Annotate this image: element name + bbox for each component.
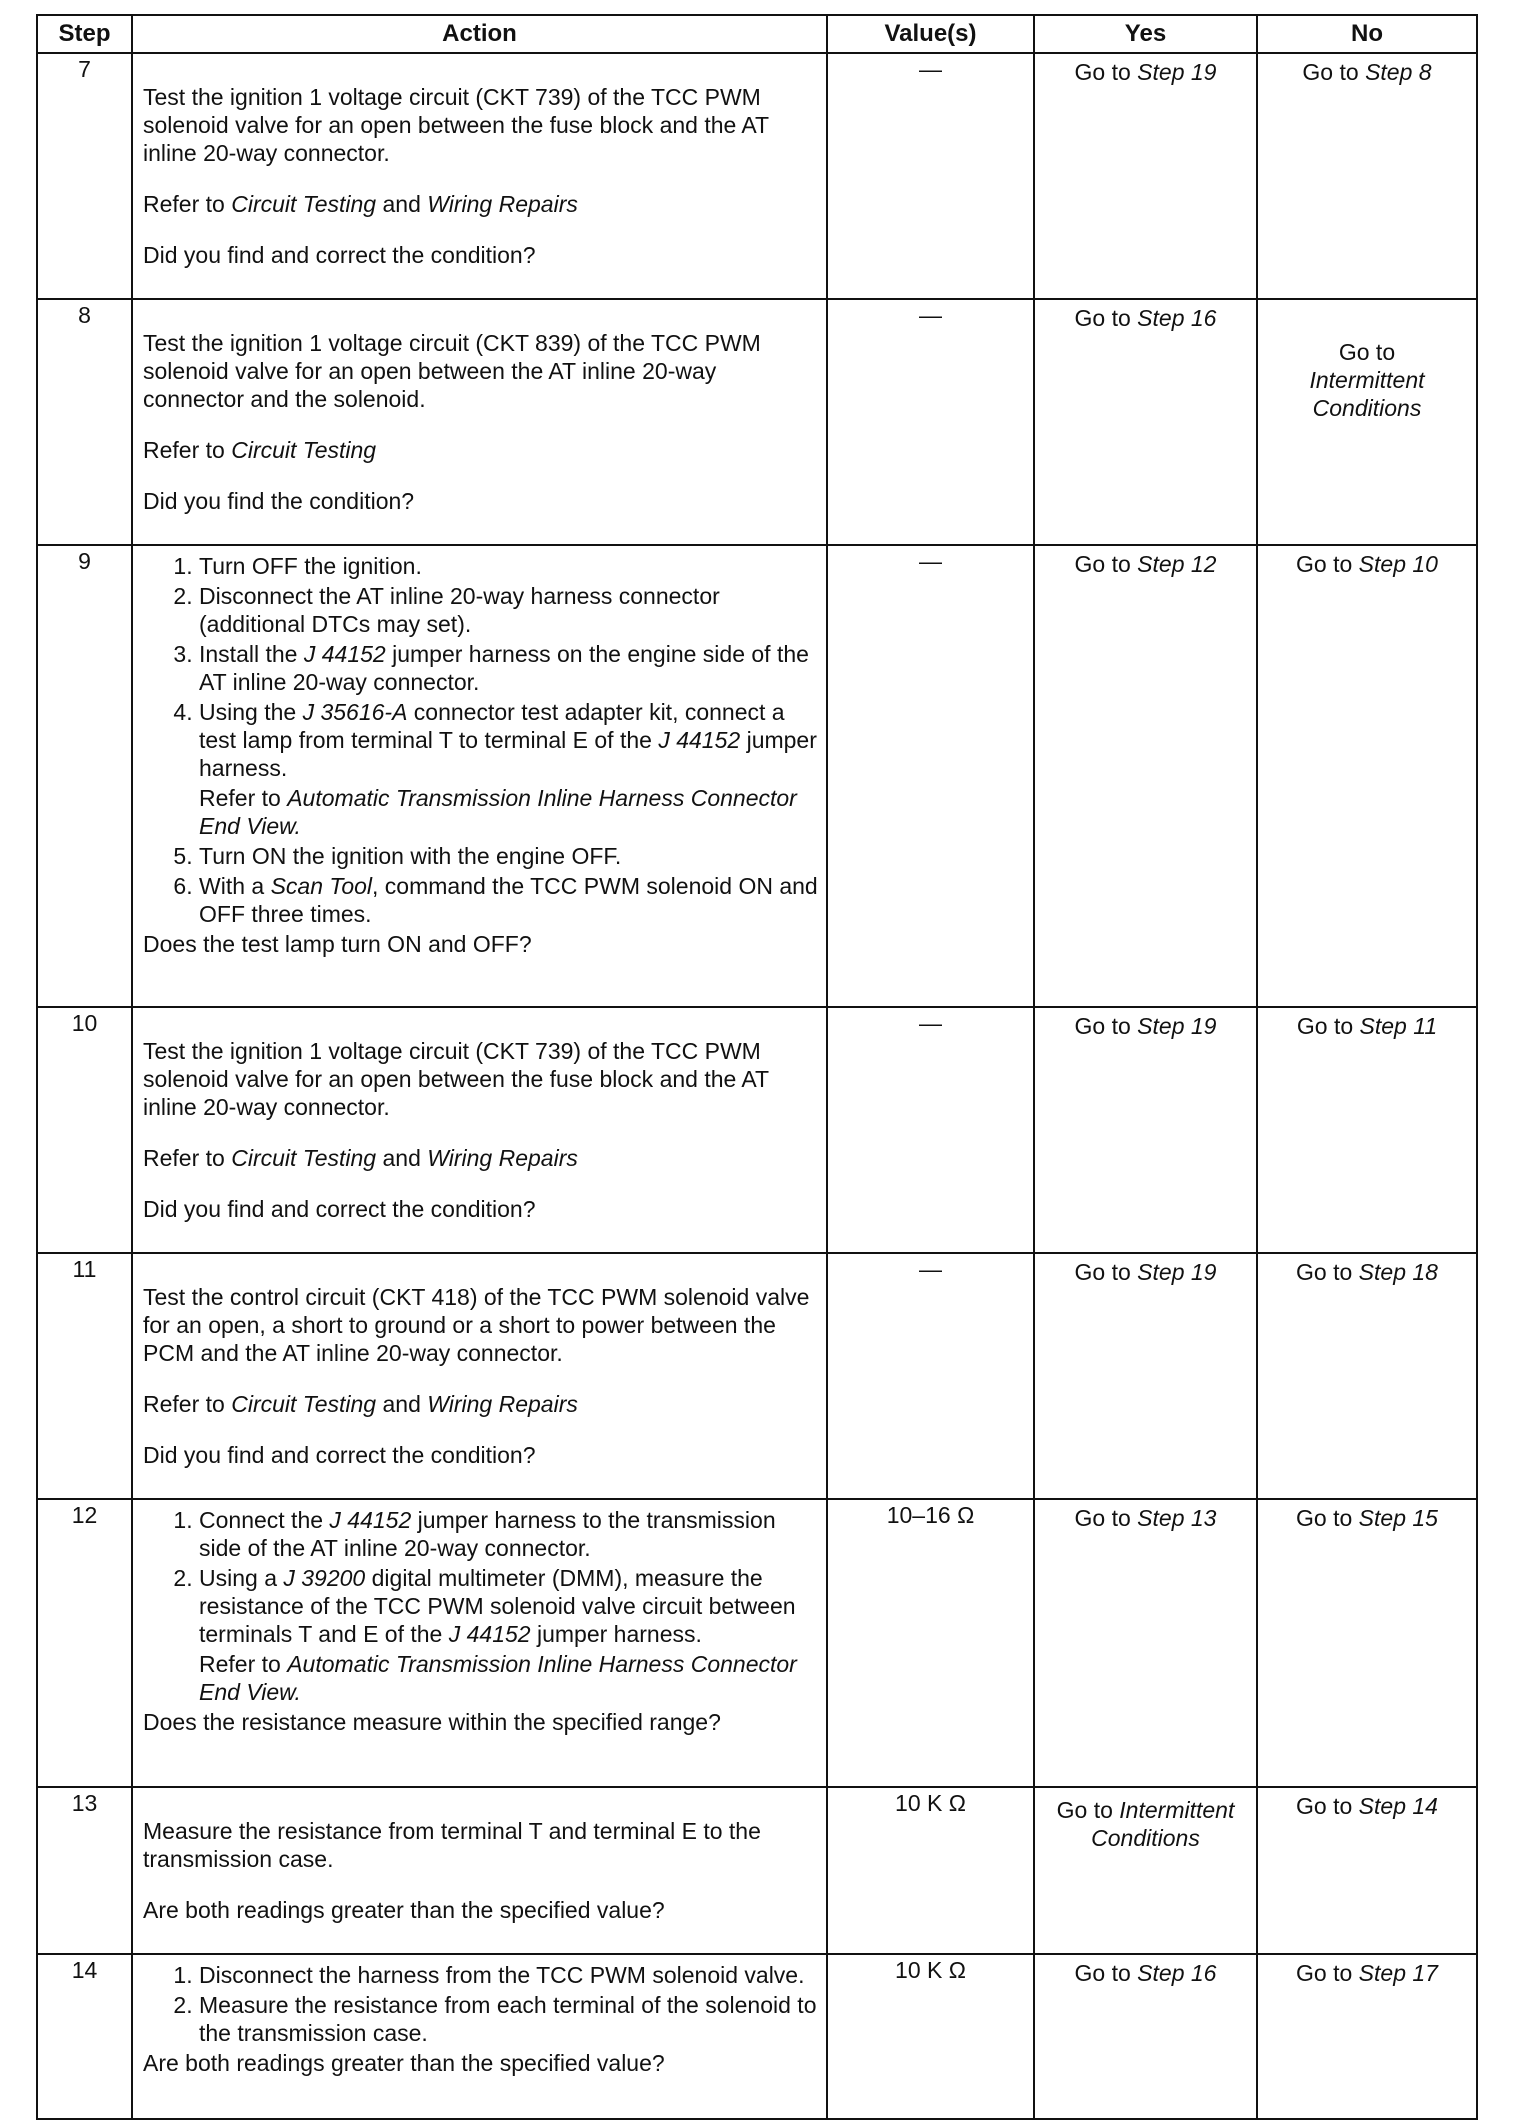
- step-number: 14: [37, 1954, 132, 2119]
- action-question: Does the test lamp turn ON and OFF?: [143, 931, 532, 957]
- action-cell: [132, 1007, 827, 1253]
- refer-link[interactable]: Automatic Transmission Inline Harness Connector End View.: [199, 1651, 797, 1705]
- list-item: [199, 1564, 818, 1706]
- header-step: Step: [37, 15, 132, 53]
- tool-name: J 44152: [329, 1507, 412, 1533]
- yes-goto-link[interactable]: Step 19: [1137, 1013, 1217, 1039]
- action-cell: [132, 1787, 827, 1954]
- header-yes: Yes: [1034, 15, 1257, 53]
- refer-prefix: Refer to: [143, 1391, 232, 1417]
- tool-name: J 44152: [658, 727, 741, 753]
- no-goto-link[interactable]: Step 18: [1358, 1259, 1438, 1285]
- no-goto-link[interactable]: Step 17: [1358, 1960, 1438, 1986]
- refer-prefix: Refer to: [143, 191, 232, 217]
- yes-goto-link[interactable]: Step 19: [1137, 1259, 1217, 1285]
- goto-prefix: Go to: [1296, 1960, 1359, 1986]
- action-text: Test the ignition 1 voltage circuit (CKT 739) of the TCC PWM solenoid valve for an open between the fuse block and the AT inline 20-way connector.: [143, 84, 769, 166]
- no-cell: [1257, 545, 1477, 1007]
- yes-cell: [1034, 1499, 1257, 1787]
- table-row-step-13: [37, 1787, 1477, 1954]
- no-goto-link[interactable]: Step 11: [1359, 1013, 1438, 1039]
- yes-goto-link[interactable]: Step 12: [1137, 551, 1217, 577]
- value-cell: —: [827, 545, 1034, 1007]
- goto-prefix: Go to: [1056, 1797, 1120, 1823]
- action-cell: [132, 1954, 827, 2119]
- refer-link[interactable]: Wiring Repairs: [427, 1391, 578, 1417]
- value-cell: —: [827, 1253, 1034, 1499]
- refer-and: and: [376, 191, 428, 217]
- item-text: Install the: [199, 641, 304, 667]
- tool-name: J 39200: [283, 1565, 366, 1591]
- action-steps-list: [143, 1506, 818, 1706]
- yes-goto-link[interactable]: Step 16: [1137, 1960, 1217, 1986]
- table-row-step-9: [37, 545, 1477, 1007]
- action-text: Test the ignition 1 voltage circuit (CKT 839) of the TCC PWM solenoid valve for an open between the AT inline 20-way connector and the solenoid.: [143, 330, 761, 412]
- action-steps-list: [143, 552, 818, 928]
- step-number: 10: [37, 1007, 132, 1253]
- refer-line: [143, 1144, 818, 1172]
- yes-goto-link[interactable]: Intermittent Conditions: [1091, 1797, 1235, 1851]
- list-item: 2. Disconnect the AT inline 20-way harness connector (additional DTCs may set).: [199, 582, 818, 638]
- refer-link[interactable]: Wiring Repairs: [427, 191, 578, 217]
- list-item: [199, 640, 818, 696]
- tool-name: J 35616-A: [302, 699, 408, 725]
- item-text: jumper harness to the transmission side of the AT inline 20-way connector.: [199, 1507, 776, 1561]
- goto-prefix: Go to: [1074, 1013, 1138, 1039]
- refer-and: and: [376, 1145, 428, 1171]
- table-row-step-7: [37, 53, 1477, 299]
- action-cell: [132, 53, 827, 299]
- item-text: Connect the: [199, 1507, 330, 1533]
- yes-cell: [1034, 1007, 1257, 1253]
- table-row-step-14: [37, 1954, 1477, 2119]
- refer-prefix: Refer to: [143, 437, 232, 463]
- action-question: Does the resistance measure within the specified range?: [143, 1709, 721, 1735]
- yes-cell: [1034, 545, 1257, 1007]
- action-question: Did you find the condition?: [143, 488, 415, 514]
- list-item: [199, 872, 818, 928]
- refer-link[interactable]: Wiring Repairs: [427, 1145, 578, 1171]
- goto-prefix: Go to: [1296, 1505, 1359, 1531]
- action-question: Are both readings greater than the specified value?: [143, 1897, 665, 1923]
- action-question: Did you find and correct the condition?: [143, 1196, 536, 1222]
- action-cell: [132, 1253, 827, 1499]
- yes-cell: [1034, 1954, 1257, 2119]
- refer-prefix: Refer to: [143, 1145, 232, 1171]
- action-text: Measure the resistance from terminal T and terminal E to the transmission case.: [143, 1818, 761, 1872]
- item-text: jumper harness on the engine side of the AT inline 20-way connector.: [199, 641, 809, 695]
- item-text: , command the TCC PWM solenoid ON and OFF three times.: [199, 873, 818, 927]
- goto-prefix: Go to: [1296, 551, 1359, 577]
- no-goto-link[interactable]: Step 14: [1358, 1793, 1438, 1819]
- no-cell: [1257, 1787, 1477, 1954]
- refer-link[interactable]: Circuit Testing: [231, 437, 377, 463]
- goto-prefix: Go to: [1296, 1013, 1360, 1039]
- goto-prefix: Go to: [1302, 59, 1366, 85]
- table-header-row: [37, 15, 1477, 53]
- goto-prefix: Go to: [1338, 339, 1396, 365]
- table-row-step-10: [37, 1007, 1477, 1253]
- no-goto-link[interactable]: Step 10: [1358, 551, 1438, 577]
- refer-link[interactable]: Circuit Testing: [231, 1391, 377, 1417]
- refer-line: [199, 1650, 818, 1706]
- table-row-step-8: [37, 299, 1477, 545]
- value-cell: —: [827, 53, 1034, 299]
- refer-link[interactable]: Automatic Transmission Inline Harness Connector End View.: [199, 785, 797, 839]
- refer-line: [199, 784, 818, 840]
- list-item: 1. Turn OFF the ignition.: [199, 552, 818, 580]
- refer-prefix: Refer to: [199, 1651, 288, 1677]
- value-cell: 10 K Ω: [827, 1954, 1034, 2119]
- list-item: 2. Measure the resistance from each terminal of the solenoid to the transmission case.: [199, 1991, 818, 2047]
- value-cell: —: [827, 1007, 1034, 1253]
- action-text: Test the ignition 1 voltage circuit (CKT 739) of the TCC PWM solenoid valve for an open between the fuse block and the AT inline 20-way connector.: [143, 1038, 769, 1120]
- item-text: Using the: [199, 699, 303, 725]
- step-number: 11: [37, 1253, 132, 1499]
- value-cell: —: [827, 299, 1034, 545]
- action-cell: [132, 299, 827, 545]
- no-goto-link[interactable]: Step 15: [1358, 1505, 1438, 1531]
- header-no: No: [1257, 15, 1477, 53]
- goto-prefix: Go to: [1074, 1505, 1138, 1531]
- yes-cell: [1034, 299, 1257, 545]
- header-action: Action: [132, 15, 827, 53]
- yes-goto-link[interactable]: Step 13: [1137, 1505, 1217, 1531]
- step-number: 9: [37, 545, 132, 1007]
- action-cell: [132, 1499, 827, 1787]
- refer-link[interactable]: Circuit Testing: [231, 1145, 377, 1171]
- list-item: [199, 1506, 818, 1562]
- value-cell: 10 K Ω: [827, 1787, 1034, 1954]
- no-cell: [1257, 1007, 1477, 1253]
- yes-cell: [1034, 1253, 1257, 1499]
- item-text: Using a: [199, 1565, 284, 1591]
- diagnostic-table-sheet: [36, 14, 1476, 2120]
- action-text: Test the control circuit (CKT 418) of the TCC PWM solenoid valve for an open, a short to ground or a short to power between the PCM and the AT inline 20-way connector.: [143, 1284, 810, 1366]
- tool-name: Scan Tool: [270, 873, 373, 899]
- refer-line: [143, 1390, 818, 1418]
- action-cell: [132, 545, 827, 1007]
- no-cell: [1257, 1954, 1477, 2119]
- goto-prefix: Go to: [1074, 305, 1138, 331]
- goto-prefix: Go to: [1296, 1259, 1359, 1285]
- step-number: 13: [37, 1787, 132, 1954]
- item-text: connector test adapter kit, connect a test lamp from terminal T to terminal E of the: [199, 699, 785, 753]
- refer-and: and: [376, 1391, 428, 1417]
- no-cell: [1257, 1253, 1477, 1499]
- no-cell: [1257, 299, 1477, 545]
- goto-prefix: Go to: [1296, 1793, 1359, 1819]
- item-text: jumper harness.: [199, 727, 817, 781]
- step-number: 12: [37, 1499, 132, 1787]
- yes-cell: [1034, 53, 1257, 299]
- goto-prefix: Go to: [1074, 551, 1138, 577]
- item-text: digital multimeter (DMM), measure the resistance of the TCC PWM solenoid valve circuit between terminals T and E of the: [199, 1565, 796, 1647]
- no-goto-link[interactable]: Step 8: [1365, 59, 1432, 85]
- yes-goto-link[interactable]: Step 16: [1137, 305, 1217, 331]
- action-question: Did you find and correct the condition?: [143, 1442, 536, 1468]
- tool-name: J 44152: [303, 641, 386, 667]
- action-question: Did you find and correct the condition?: [143, 242, 536, 268]
- yes-goto-link[interactable]: Step 19: [1137, 59, 1217, 85]
- yes-cell: [1034, 1787, 1257, 1954]
- item-text: With a: [199, 873, 271, 899]
- step-number: 8: [37, 299, 132, 545]
- action-steps-list: [143, 1961, 818, 2047]
- list-item: 1. Disconnect the harness from the TCC PWM solenoid valve.: [199, 1961, 818, 1989]
- table-row-step-11: [37, 1253, 1477, 1499]
- list-item: 5. Turn ON the ignition with the engine OFF.: [199, 842, 818, 870]
- no-cell: [1257, 1499, 1477, 1787]
- step-number: 7: [37, 53, 132, 299]
- goto-prefix: Go to: [1074, 1960, 1138, 1986]
- list-item: [199, 698, 818, 840]
- item-text: jumper harness.: [530, 1621, 702, 1647]
- refer-prefix: Refer to: [199, 785, 288, 811]
- refer-line: [143, 190, 818, 218]
- value-cell: 10–16 Ω: [827, 1499, 1034, 1787]
- header-values: Value(s): [827, 15, 1034, 53]
- action-question: Are both readings greater than the specified value?: [143, 2050, 665, 2076]
- refer-link[interactable]: Circuit Testing: [231, 191, 377, 217]
- table-row-step-12: [37, 1499, 1477, 1787]
- refer-line: [143, 436, 818, 464]
- goto-prefix: Go to: [1074, 59, 1138, 85]
- diagnostic-table: [36, 14, 1478, 2120]
- no-cell: [1257, 53, 1477, 299]
- no-goto-link[interactable]: Intermittent Conditions: [1309, 367, 1425, 421]
- goto-prefix: Go to: [1074, 1259, 1138, 1285]
- tool-name: J 44152: [448, 1621, 531, 1647]
